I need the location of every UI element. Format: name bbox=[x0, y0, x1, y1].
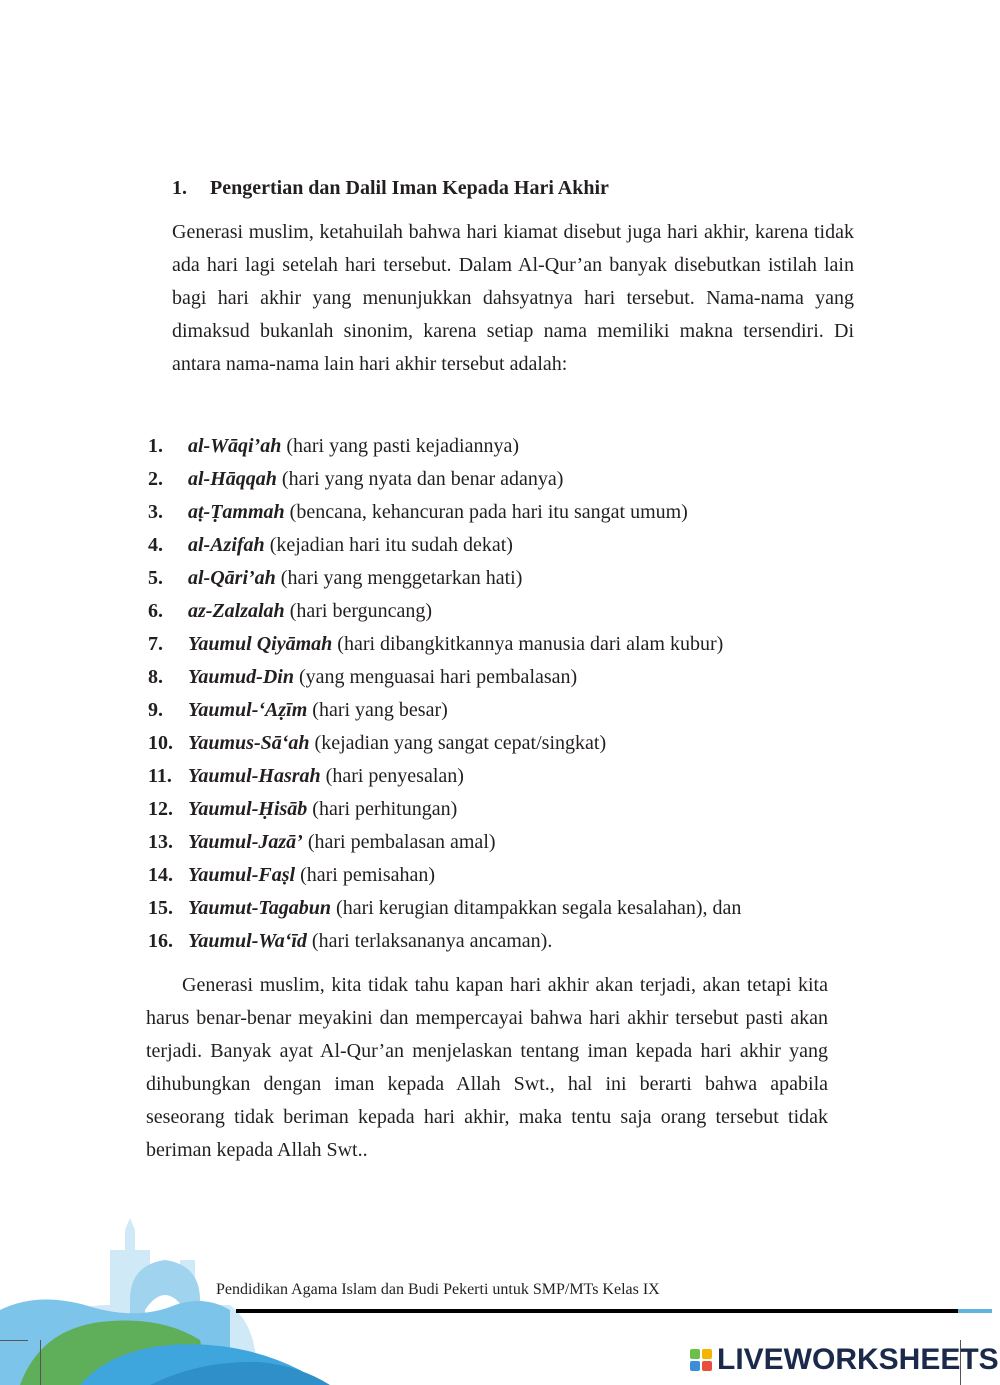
list-item-description: (kejadian hari itu sudah dekat) bbox=[264, 534, 513, 556]
list-item-description: (hari kerugian ditampakkan segala kesalahan), dan bbox=[331, 897, 742, 919]
list-item-number: 15. bbox=[148, 897, 173, 919]
list-item-term: aṭ-Ṭammah bbox=[188, 501, 285, 523]
list-item bbox=[148, 826, 741, 859]
hari-akhir-names-list bbox=[148, 430, 741, 958]
list-item-term: Yaumul-Wa‘īd bbox=[188, 930, 307, 952]
list-item bbox=[148, 628, 741, 661]
list-item bbox=[148, 727, 741, 760]
list-item bbox=[148, 562, 741, 595]
list-item bbox=[148, 793, 741, 826]
list-item-description: (hari yang menggetarkan hati) bbox=[275, 567, 523, 589]
list-item bbox=[148, 661, 741, 694]
footer-book-title: Pendidikan Agama Islam dan Budi Pekerti untuk SMP/MTs Kelas IX bbox=[216, 1281, 660, 1298]
list-item bbox=[148, 859, 741, 892]
list-item-description: (hari berguncang) bbox=[284, 600, 433, 622]
list-item-term: Yaumut-Tagabun bbox=[188, 897, 332, 919]
footer-rule bbox=[236, 1309, 958, 1313]
list-item-number: 6. bbox=[148, 600, 163, 622]
list-item-term: Yaumul-Ḥisāb bbox=[188, 798, 308, 820]
list-item bbox=[148, 595, 741, 628]
list-item-number: 5. bbox=[148, 567, 163, 589]
list-item-term: Yaumul-Faṣl bbox=[188, 864, 296, 886]
list-item-description: (hari yang pasti kejadiannya) bbox=[281, 435, 520, 457]
list-item-term: Yaumul Qiyāmah bbox=[188, 633, 333, 655]
list-item-term: al-Hāqqah bbox=[188, 468, 277, 490]
list-item-description: (yang menguasai hari pembalasan) bbox=[293, 666, 578, 688]
list-item-number: 10. bbox=[148, 732, 173, 754]
list-item bbox=[148, 925, 741, 958]
list-item-number: 1. bbox=[148, 435, 163, 457]
list-item-number: 14. bbox=[148, 864, 173, 886]
list-item-term: Yaumud-Din bbox=[188, 666, 294, 688]
list-item-term: Yaumul-Jazā’ bbox=[188, 831, 303, 853]
list-item bbox=[148, 760, 741, 793]
list-item-number: 3. bbox=[148, 501, 163, 523]
crop-mark bbox=[0, 1340, 28, 1341]
list-item bbox=[148, 529, 741, 562]
list-item-description: (hari pembalasan amal) bbox=[302, 831, 496, 853]
liveworksheets-logo-icon bbox=[690, 1349, 712, 1371]
list-item-number: 8. bbox=[148, 666, 163, 688]
list-item-description: (hari terlaksananya ancaman). bbox=[306, 930, 553, 952]
list-item-description: (hari pemisahan) bbox=[295, 864, 436, 886]
section-number: 1. bbox=[172, 177, 187, 199]
section-heading bbox=[172, 177, 609, 200]
list-item bbox=[148, 892, 741, 925]
brand-name: LIVEWORKSHEETS bbox=[717, 1343, 999, 1376]
crop-mark bbox=[40, 1340, 41, 1385]
list-item-number: 13. bbox=[148, 831, 173, 853]
list-item-description: (kejadian yang sangat cepat/singkat) bbox=[309, 732, 607, 754]
list-item bbox=[148, 463, 741, 496]
list-item-term: Yaumul-‘Aẓīm bbox=[188, 699, 308, 721]
list-item-number: 12. bbox=[148, 798, 173, 820]
list-item-term: Yaumul-Hasrah bbox=[188, 765, 321, 787]
list-item-description: (hari yang nyata dan benar adanya) bbox=[276, 468, 564, 490]
list-item-term: Yaumus-Sā‘ah bbox=[188, 732, 310, 754]
list-item-term: az-Zalzalah bbox=[188, 600, 285, 622]
list-item-term: al-Qāri’ah bbox=[188, 567, 276, 589]
list-item-term: al-Wāqi’ah bbox=[188, 435, 282, 457]
list-item-number: 4. bbox=[148, 534, 163, 556]
list-item-number: 16. bbox=[148, 930, 173, 952]
closing-paragraph: Generasi muslim, kita tidak tahu kapan hari akhir akan terjadi, akan tetapi kita harus benar-benar meyakini dan mempercayai bahwa hari akhir tersebut pasti akan terjadi. Banyak ayat Al-Qur’an menjelaskan tentang iman kepada hari akhir yang dihubungkan dengan iman kepada Allah Swt., hal ini berarti bahwa apabila seseorang tidak beriman kepada hari akhir, maka tentu saja orang tersebut tidak beriman kepada Allah Swt.. bbox=[146, 974, 828, 1161]
list-item-description: (hari penyesalan) bbox=[320, 765, 464, 787]
list-item-number: 9. bbox=[148, 699, 163, 721]
list-item-description: (bencana, kehancuran pada hari itu sangat umum) bbox=[284, 501, 688, 523]
footer-rule-accent bbox=[958, 1309, 992, 1313]
list-item-description: (hari yang besar) bbox=[307, 699, 448, 721]
list-item-number: 7. bbox=[148, 633, 163, 655]
list-item-number: 11. bbox=[148, 765, 172, 787]
intro-paragraph: Generasi muslim, ketahuilah bahwa hari kiamat disebut juga hari akhir, karena tidak ada hari lagi setelah hari tersebut. Dalam Al-Qur’an banyak disebutkan istilah lain bagi hari akhir yang menunjukkan dahsyatnya hari tersebut. Nama-nama yang dimaksud bukanlah sinonim, karena setiap nama memiliki makna tersendiri. Di antara nama-nama lain hari akhir tersebut adalah: bbox=[172, 221, 854, 375]
section-title: Pengertian dan Dalil Iman Kepada Hari Akhir bbox=[210, 177, 609, 199]
list-item bbox=[148, 430, 741, 463]
list-item bbox=[148, 694, 741, 727]
liveworksheets-brand[interactable] bbox=[690, 1343, 999, 1377]
list-item-description: (hari dibangkitkannya manusia dari alam kubur) bbox=[332, 633, 724, 655]
list-item-number: 2. bbox=[148, 468, 163, 490]
list-item-description: (hari perhitungan) bbox=[307, 798, 458, 820]
list-item bbox=[148, 496, 741, 529]
list-item-term: al-Azifah bbox=[188, 534, 265, 556]
